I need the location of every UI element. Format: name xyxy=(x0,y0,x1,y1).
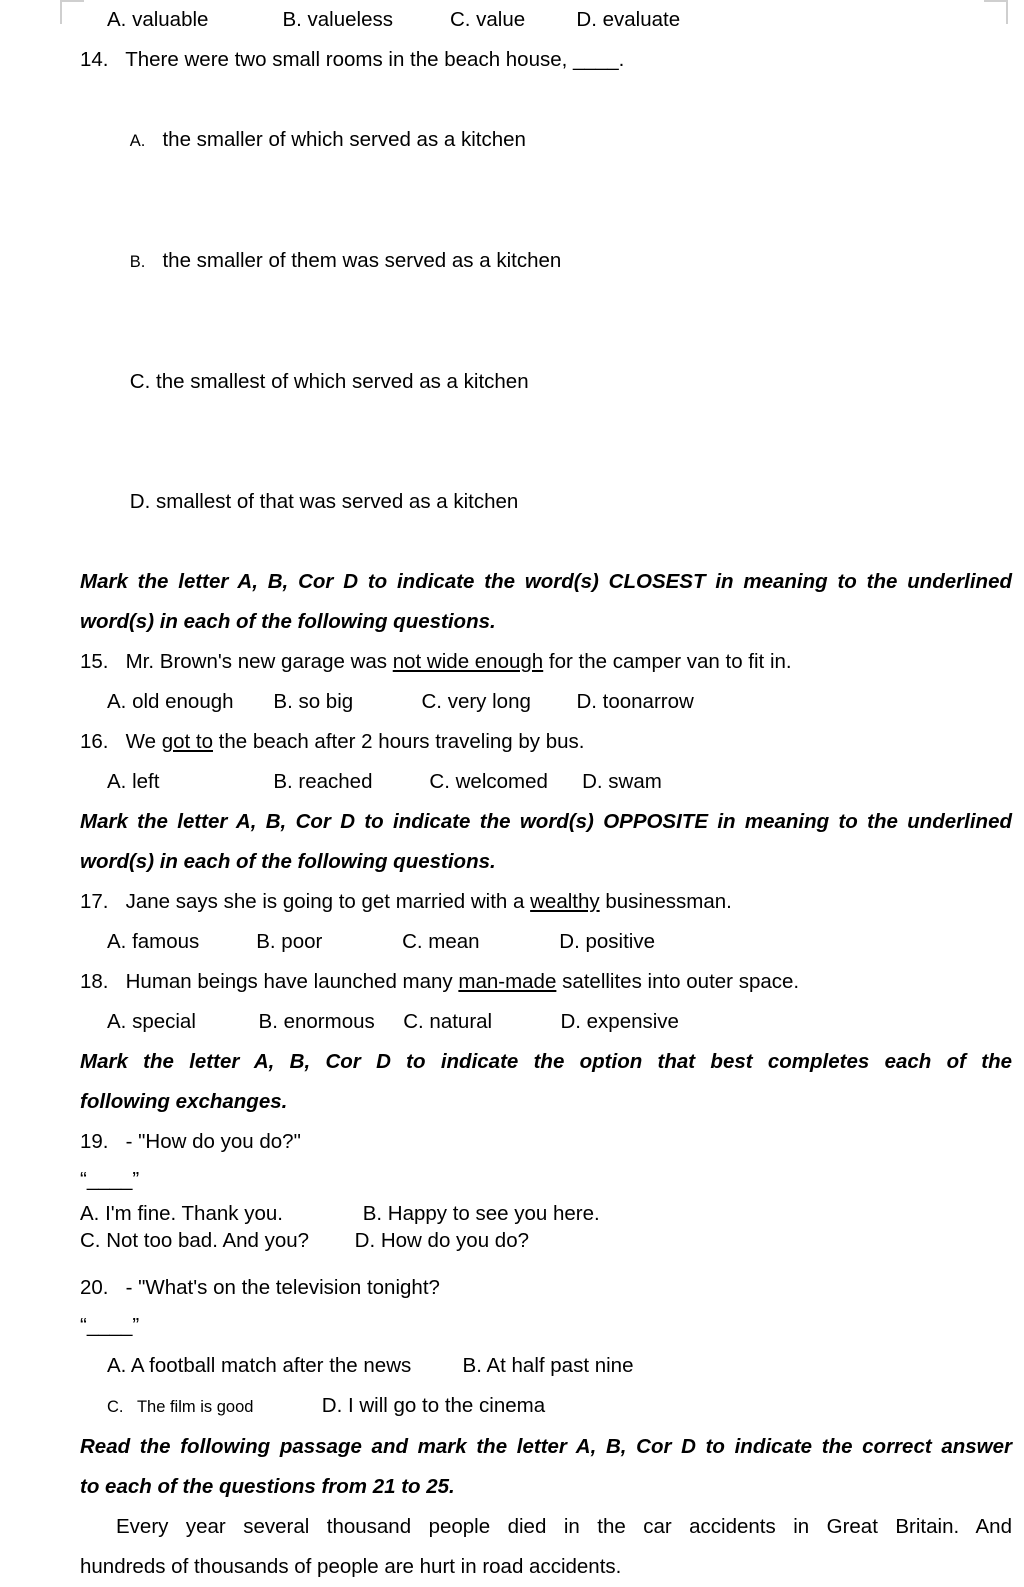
question-17 xyxy=(80,882,1012,922)
question-19-number: 19. xyxy=(80,1130,109,1153)
question-14 xyxy=(80,40,1012,80)
option-letter: D. xyxy=(129,490,151,513)
question-17-stem-after: businessman. xyxy=(599,890,732,913)
question-14-option-a xyxy=(80,80,1012,201)
question-14-option-d xyxy=(80,442,1012,562)
option-letter: C. xyxy=(129,370,151,393)
question-18-stem-before: Human beings have launched many xyxy=(125,970,459,993)
question-14-stem: There were two small rooms in the beach house, ____. xyxy=(125,48,625,71)
option-text: the smaller of them was served as a kitchen xyxy=(162,249,562,272)
instruction-closest-line-1: Mark the letter A, B, Cor D to indicate the word(s) CLOSEST in meaning to the underlined xyxy=(80,570,1012,593)
question-18-stem-after: satellites into outer space. xyxy=(556,970,800,993)
question-19-options-row-2 xyxy=(80,1227,1012,1254)
question-15-stem-after: for the camper van to fit in. xyxy=(543,650,792,673)
question-17-number: 17. xyxy=(80,890,109,913)
question-19-option-c: C. Not too bad. And you? xyxy=(80,1229,310,1252)
instruction-opposite-line-2: word(s) in each of the following questions. xyxy=(80,850,496,873)
question-16-stem-before: We xyxy=(125,730,162,753)
question-15-number: 15. xyxy=(80,650,109,673)
question-19-option-d: D. How do you do? xyxy=(354,1229,530,1252)
question-17-options: A. famous B. poor C. mean D. positive xyxy=(107,930,655,953)
question-18-options: A. special B. enormous C. natural D. expensive xyxy=(107,1010,679,1033)
question-19 xyxy=(80,1122,1012,1162)
question-19-answer-blank: “____” xyxy=(80,1168,140,1191)
question-17-underlined: wealthy xyxy=(530,890,600,913)
option-text: the smallest of which served as a kitchen xyxy=(156,370,529,393)
question-20-options-row-1 xyxy=(80,1346,1012,1386)
question-14-option-c xyxy=(80,322,1012,442)
question-15 xyxy=(80,642,1012,682)
question-20-option-d: D. I will go to the cinema xyxy=(321,1394,546,1417)
question-20-answer-blank: “____” xyxy=(80,1314,140,1337)
page-corner-mark-top-left xyxy=(60,0,84,24)
question-18-number: 18. xyxy=(80,970,109,993)
option-text: smallest of that was served as a kitchen xyxy=(156,490,519,513)
question-16-options: A. left B. reached C. welcomed D. swam xyxy=(107,770,662,793)
option-text: the smaller of which served as a kitchen xyxy=(162,128,526,151)
question-19-option-a: A. I'm fine. Thank you. xyxy=(80,1202,283,1225)
passage-line-1 xyxy=(80,1507,1012,1547)
question-14-number: 14. xyxy=(80,48,109,71)
passage-text: Every year several thousand people died in the car accidents in Great Britain. And xyxy=(116,1515,1012,1538)
instruction-opposite-line-1: Mark the letter A, B, Cor D to indicate the word(s) OPPOSITE in meaning to the underlined xyxy=(80,810,1012,833)
question-15-options: A. old enough B. so big C. very long D. toonarrow xyxy=(107,690,694,713)
page-corner-mark-top-right xyxy=(984,0,1008,24)
question-15-underlined: not wide enough xyxy=(392,650,544,673)
option-letter: B. xyxy=(129,253,146,271)
question-19-option-b: B. Happy to see you here. xyxy=(362,1202,600,1225)
question-19-options-row-1 xyxy=(80,1200,1012,1227)
instruction-closest-line-2: word(s) in each of the following questions. xyxy=(80,610,496,633)
question-16-number: 16. xyxy=(80,730,109,753)
passage-line-2-clipped: hundreds of thousands of people are hurt in road accidents. xyxy=(80,1555,622,1578)
question-16-underlined: got to xyxy=(161,730,213,753)
question-20-stem: - "What's on the television tonight? xyxy=(125,1276,440,1299)
question-20-option-b: B. At half past nine xyxy=(462,1354,634,1377)
question-20-option-a: A. A football match after the news xyxy=(107,1354,412,1377)
question-16 xyxy=(80,722,1012,762)
question-20-options-row-2 xyxy=(80,1386,1012,1427)
question-18 xyxy=(80,962,1012,1002)
question-16-stem-after: the beach after 2 hours traveling by bus. xyxy=(212,730,585,753)
instruction-reading-line-1: Read the following passage and mark the letter A, B, Cor D to indicate the correct answer xyxy=(80,1435,1012,1458)
option-letter: A. xyxy=(129,132,146,150)
question-14-option-b xyxy=(80,201,1012,322)
question-20 xyxy=(80,1268,1012,1308)
question-13-options: A. valuable B. valueless C. value D. evaluate xyxy=(107,8,681,31)
question-20-number: 20. xyxy=(80,1276,109,1299)
question-19-stem: - "How do you do?" xyxy=(125,1130,301,1153)
instruction-reading-line-2: to each of the questions from 21 to 25. xyxy=(80,1475,455,1498)
instruction-exchanges-line-1: Mark the letter A, B, Cor D to indicate the option that best completes each of the xyxy=(80,1050,1012,1073)
question-20-option-c: C. The film is good xyxy=(107,1398,254,1416)
instruction-exchanges-line-2: following exchanges. xyxy=(80,1090,288,1113)
question-18-underlined: man-made xyxy=(458,970,557,993)
question-17-stem-before: Jane says she is going to get married with a xyxy=(125,890,531,913)
question-15-stem-before: Mr. Brown's new garage was xyxy=(125,650,393,673)
